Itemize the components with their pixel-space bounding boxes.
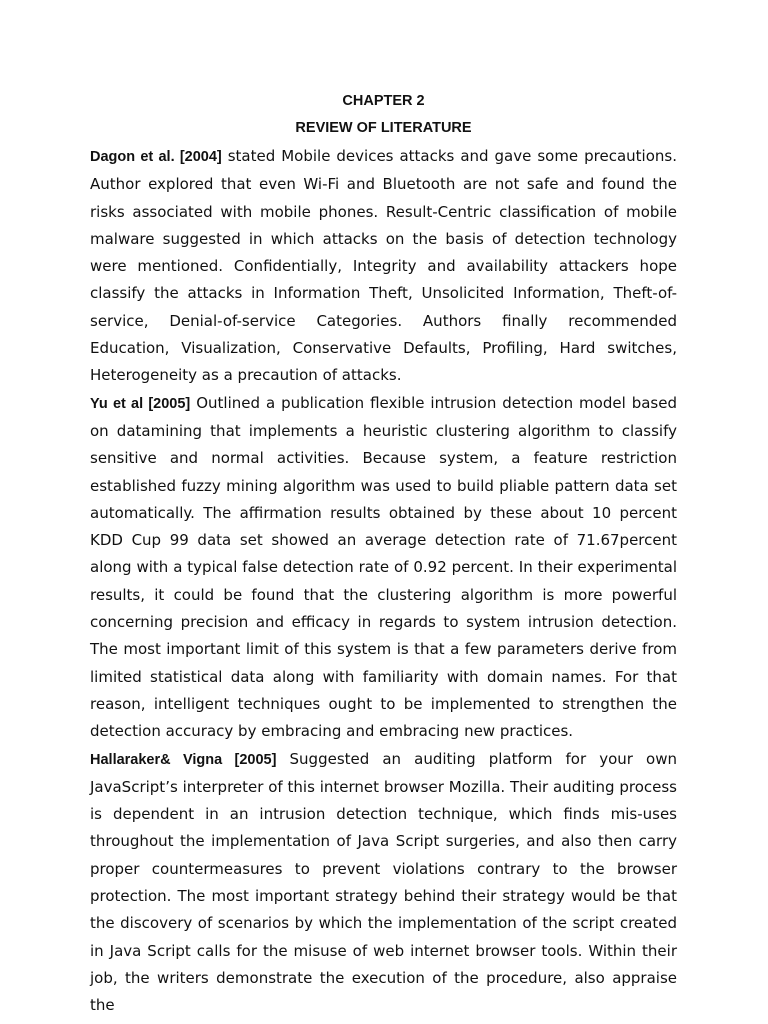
paragraph-text: Suggested an auditing platform for your own JavaScript’s interpreter of this internet browser Mozilla. Their auditing process is dependent in an intrusion detection technique, which finds mis-uses throughout the implementation of Java Script surgeries, and also then carry proper countermeasures to prevent violations contrary to the browser protection. The most important strategy behind their strategy would be that the discovery of scenarios by which the implementation of the script created in Java Script calls for the misuse of web internet browser tools. Within their job, the writers demonstrate the execution of the procedure, also appraise the bbox=[90, 749, 678, 1015]
citation-author: Yu et al [2005] bbox=[90, 395, 191, 412]
paragraph-text: stated Mobile devices attacks and gave some precautions. Author explored that even Wi-Fi and Bluetooth are not safe and found the risks associated with mobile phones. Result-Centric classification of mobile malware suggested in which attacks on the basis of detection technology were mentioned. Confidentially, Integrity and availability attackers hope classify the attacks in Information Theft, Unsolicited Information, Theft-of-service, Denial-of-service Categories. Authors finally recommended Education, Visualization, Conservative Defaults, Profiling, Hard switches, Heterogeneity as a precaution of attacks. bbox=[90, 147, 677, 385]
chapter-number: CHAPTER 2 bbox=[342, 93, 425, 109]
paragraph-yu bbox=[90, 390, 677, 746]
document-page bbox=[90, 90, 677, 1020]
citation-author: Hallaraker& Vigna [2005] bbox=[90, 751, 277, 768]
paragraph-hallaraker bbox=[90, 746, 677, 1020]
chapter-title: REVIEW OF LITERATURE bbox=[295, 120, 472, 136]
paragraph-dagon bbox=[90, 143, 677, 390]
paragraph-text: Outlined a publication flexible intrusion detection model based on datamining that implements a heuristic clustering algorithm to classify sensitive and normal activities. Because system, a feature restriction established fuzzy mining algorithm was used to build pliable pattern data set automatically. The affirmation results obtained by these about 10 percent KDD Cup 99 data set showed an average detection rate of 71.67percent along with a typical false detection rate of 0.92 percent. In their experimental results, it could be found that the clustering algorithm is more powerful concerning precision and efficacy in regards to system intrusion detection. The most important limit of this system is that a few parameters derive from limited statistical data along with familiarity with domain names. For that reason, intelligent techniques ought to be implemented to strengthen the detection accuracy by embracing and embracing new practices. bbox=[90, 393, 677, 741]
citation-author: Dagon et al. [2004] bbox=[90, 149, 222, 165]
